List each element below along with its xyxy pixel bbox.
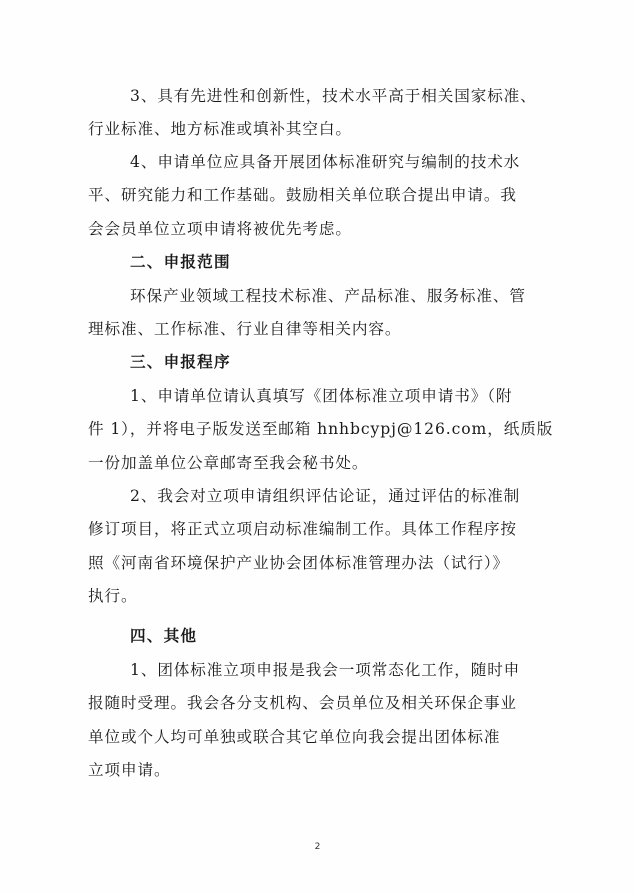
paragraph-line: 1、团体标准立项申报是我会一项常态化工作，随时申 bbox=[130, 661, 521, 679]
paragraph-line: 平、研究能力和工作基础。鼓励相关单位联合提出申请。我 bbox=[88, 186, 517, 204]
paragraph-line: 报随时受理。我会各分支机构、会员单位及相关环保企事业 bbox=[88, 694, 517, 712]
section-heading: 四、其他 bbox=[130, 626, 198, 645]
paragraph-line: 照《河南省环境保护产业协会团体标准管理办法（试行）》 bbox=[88, 554, 510, 572]
paragraph-line: 立项申请。 bbox=[88, 761, 171, 779]
paragraph-line: 理标准、工作标准、行业自律等相关内容。 bbox=[88, 320, 402, 338]
paragraph-line: 件 1），并将电子版发送至邮箱 hnhbcypj@126.com，纸质版 bbox=[88, 420, 554, 438]
paragraph-line: 3、具有先进性和创新性，技术水平高于相关国家标准、 bbox=[130, 87, 537, 105]
paragraph-line: 2、我会对立项申请组织评估论证，通过评估的标准制 bbox=[130, 487, 521, 505]
section-heading: 二、申报范围 bbox=[130, 252, 231, 271]
paragraph-line: 一份加盖单位公章邮寄至我会秘书处。 bbox=[88, 454, 369, 472]
paragraph-line: 4、申请单位应具备开展团体标准研究与编制的技术水 bbox=[130, 153, 521, 171]
paragraph-line: 执行。 bbox=[88, 587, 138, 605]
paragraph-line: 行业标准、地方标准或填补其空白。 bbox=[88, 120, 352, 138]
section-heading: 三、申报程序 bbox=[130, 352, 231, 371]
paragraph-line: 环保产业领域工程技术标准、产品标准、服务标准、管 bbox=[130, 287, 526, 305]
paragraph-line: 会会员单位立项申请将被优先考虑。 bbox=[88, 220, 352, 238]
paragraph-line: 单位或个人均可单独或联合其它单位向我会提出团体标准 bbox=[88, 728, 501, 746]
paragraph-line: 1、申请单位请认真填写《团体标准立项申请书》（附 bbox=[130, 387, 513, 405]
paragraph-line: 修订项目，将正式立项启动标准编制工作。具体工作程序按 bbox=[88, 520, 517, 538]
page-number: 2 bbox=[314, 842, 321, 852]
